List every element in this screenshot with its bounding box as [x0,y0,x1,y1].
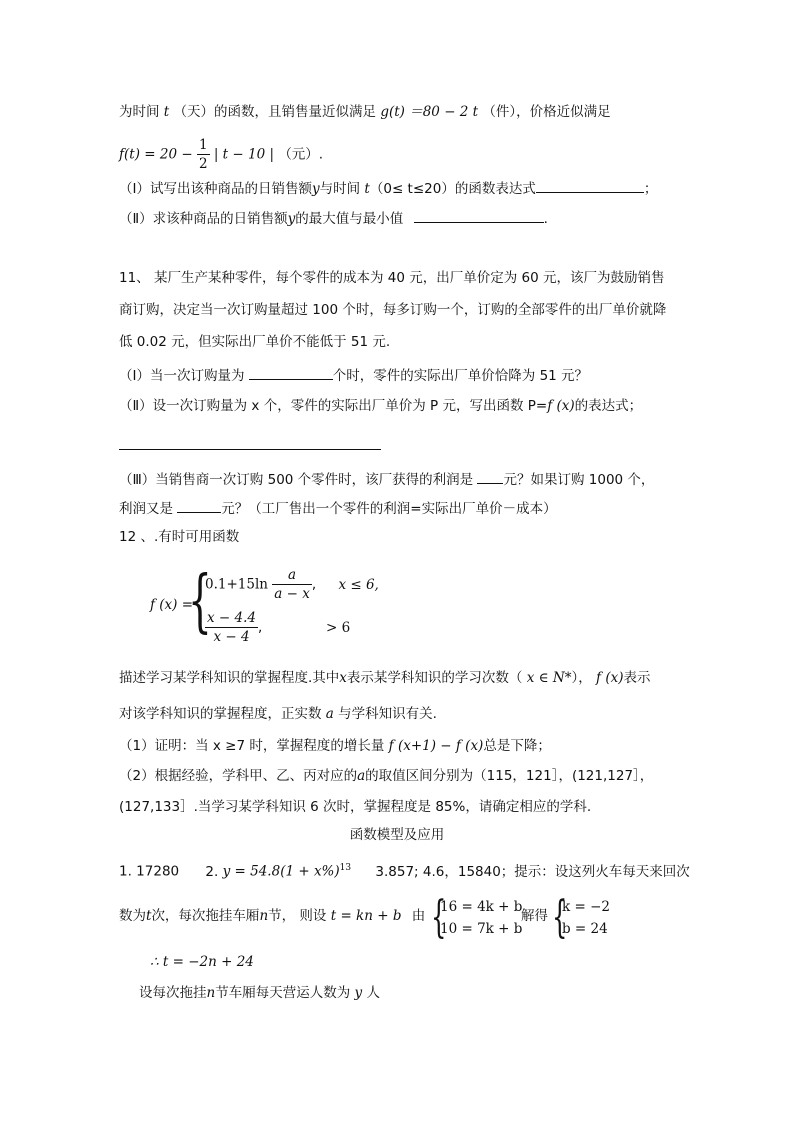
q-text: （2）根据经验，学科甲、乙、丙对应的 [119,768,358,784]
fraction-numerator: 1 [198,137,208,153]
case2-condition: > 6 [326,620,351,636]
p10-price-formula [119,136,323,173]
q-text: （Ⅱ）求该种商品的日销售额 [119,211,288,227]
answer-2-formula: y = 54.8(1 + x%) [222,863,340,880]
q-text: 利润又是 [119,501,173,517]
q-text: （Ⅰ）试写出该种商品的日销售额 [119,181,312,197]
answer-blank-long[interactable] [119,449,381,450]
q-text: 个时，零件的实际出厂单价恰降为 51 元？ [332,368,589,384]
q-text: 元？如果订购 1000 个， [503,472,655,488]
case-1 [205,566,379,603]
left-brace: { [188,562,212,641]
answers-line1 [119,855,690,885]
q-text: 的最大值与最小值 [295,211,404,227]
fraction-denominator: 2 [198,156,208,172]
system1-eq2: 10 = 7k + b [440,921,523,937]
answer-1: 1. 17280 [119,863,180,880]
var-x: x [339,670,347,686]
g-formula: g(t) ＝80 − 2 t [380,104,479,120]
q-text: 的取值区间分别为（115，121］，(121,127］， [365,768,654,784]
p11-question3-cont [119,497,557,519]
var-y: y [311,181,320,197]
p10-line1 [119,102,611,122]
answer-blank[interactable] [249,364,333,380]
answers-line2 [119,906,425,926]
var-y: y [354,985,363,1001]
q-text: （0≤ t≤20）的函数表达式 [369,181,536,197]
linear-eq: t = kn + b [330,908,402,924]
case1-condition: x ≤ 6, [338,576,379,593]
fraction-numerator: x − 4.4 [207,610,256,626]
case2-fraction [205,609,258,646]
fraction-denominator: x − 4 [213,629,250,645]
f-of-x: f (x) [596,670,624,686]
desc-text: 描述学习某学科知识的掌握程度.其中 [119,670,340,686]
ans-text: 人 [366,985,380,1001]
solve-text: 解得 [521,908,548,924]
p12-line1: 12 、.有时可用函数 [119,529,240,545]
punct: , [257,619,263,636]
f-of-x: f (x) [547,398,575,414]
desc-text: 对该学科知识的掌握程度，正实数 [119,706,322,722]
answer-blank[interactable] [414,207,544,223]
q-text: （Ⅱ）设一次订购量为 x 个，零件的实际出厂单价为 P 元，写出函数 P= [119,398,548,414]
fraction-denominator: a − x [274,586,310,602]
p12-question2-cont: (127,133］.当学习某学科知识 6 次时，掌握程度是 85%，请确定相应的学科. [119,799,592,815]
system1-eq1: 16 = 4k + b [440,899,523,915]
q-text: （1）证明：当 x ≥7 时，掌握程度的增长量 [119,738,385,754]
p11-question1 [119,364,588,386]
p11-question2 [119,396,642,416]
f-lhs: f (x) = [150,597,194,613]
answer-blank[interactable] [536,177,644,193]
p11-line1: 11、 某厂生产某种零件，每个零件的成本为 40 元，出厂单价定为 60 元，该厂为鼓励销售 [119,270,665,286]
p12-question2 [119,766,653,786]
var-a: a [357,768,366,784]
answer-2-exponent: 13 [339,863,352,873]
q-text: （Ⅰ）当一次订购量为 [119,368,245,384]
case1-expr: 0.1+15ln [205,576,268,593]
p10-question2 [119,207,548,229]
f-rhs: | t − 10 | [213,146,275,163]
var-a: a [325,706,334,722]
fraction-numerator: a [272,566,312,585]
system-brace: { [431,892,447,943]
desc-text: ）， [571,670,592,686]
desc-text: 表示 [623,670,651,686]
p12-question1 [119,736,551,756]
q-text: 与时间 [319,181,361,197]
increment-expr: f (x+1) − f (x) [388,738,484,754]
unit-text: （元）. [278,146,324,163]
var-t: t [364,181,370,197]
case-2 [205,609,262,646]
q-text: 元？（工厂售出一个零件的利润=实际出厂单价－成本） [221,501,557,517]
var-t: t [146,908,152,924]
q-text: 总是下降； [483,738,551,754]
solution-k: k = −2 [562,899,610,915]
punct: ； [643,181,658,197]
half-fraction [197,136,210,173]
answer-blank[interactable] [177,497,221,513]
ans-text: 设每次拖挂 [139,985,207,1001]
ans-text: 由 [411,908,426,924]
ans-text: 节， 则设 [268,908,327,924]
punct: , [311,576,317,593]
answer-blank[interactable] [477,468,503,484]
p10-text: （天）的函数，且销售量近似满足 [173,104,377,120]
answer-2-number: 2. [205,863,219,880]
p11-question3 [119,468,654,490]
desc-text: 与学科知识有关. [338,706,437,722]
ans-text: 数为 [119,908,146,924]
solution-b: b = 24 [562,921,608,937]
answers-heading: 函数模型及应用 [349,827,445,843]
p10-text: 为时间 [119,104,160,120]
p11-line3: 低 0.02 元，但实际出厂单价不能低于 51 元. [119,334,391,350]
punct: . [543,211,548,227]
ans-text: 次，每次拖挂车厢 [151,908,260,924]
desc-text: 表示某学科知识的学习次数（ [346,670,523,686]
ans-text: 节车厢每天营运人数为 [215,985,351,1001]
solution-brace: { [552,892,568,943]
p11-line2: 商订购，决定当一次订购量超过 100 个时，每多订购一个，订购的全部零件的出厂单价就降 [119,302,667,318]
case1-fraction [272,566,312,603]
var-n: n [259,908,269,924]
p12-desc1 [119,668,650,688]
var-n: n [206,985,216,1001]
var-t: t [163,104,170,120]
p10-text: （件），价格近似满足 [482,104,611,120]
p10-question1 [119,177,657,199]
result-equation: ∴ t = −2n + 24 [150,954,254,970]
f-lhs: f(t) = 20 − [119,146,193,163]
p12-desc2 [119,704,437,724]
var-y: y [287,211,296,227]
set-notation: x ∈ N* [526,670,572,686]
q-text: 的表达式； [574,398,643,414]
answers-line4 [139,983,380,1003]
answer-3: 3.857; 4.6，15840；提示：设这列火车每天来回次 [375,863,690,880]
q-text: （Ⅲ）当销售商一次订购 500 个零件时，该厂获得的利润是 [119,472,474,488]
